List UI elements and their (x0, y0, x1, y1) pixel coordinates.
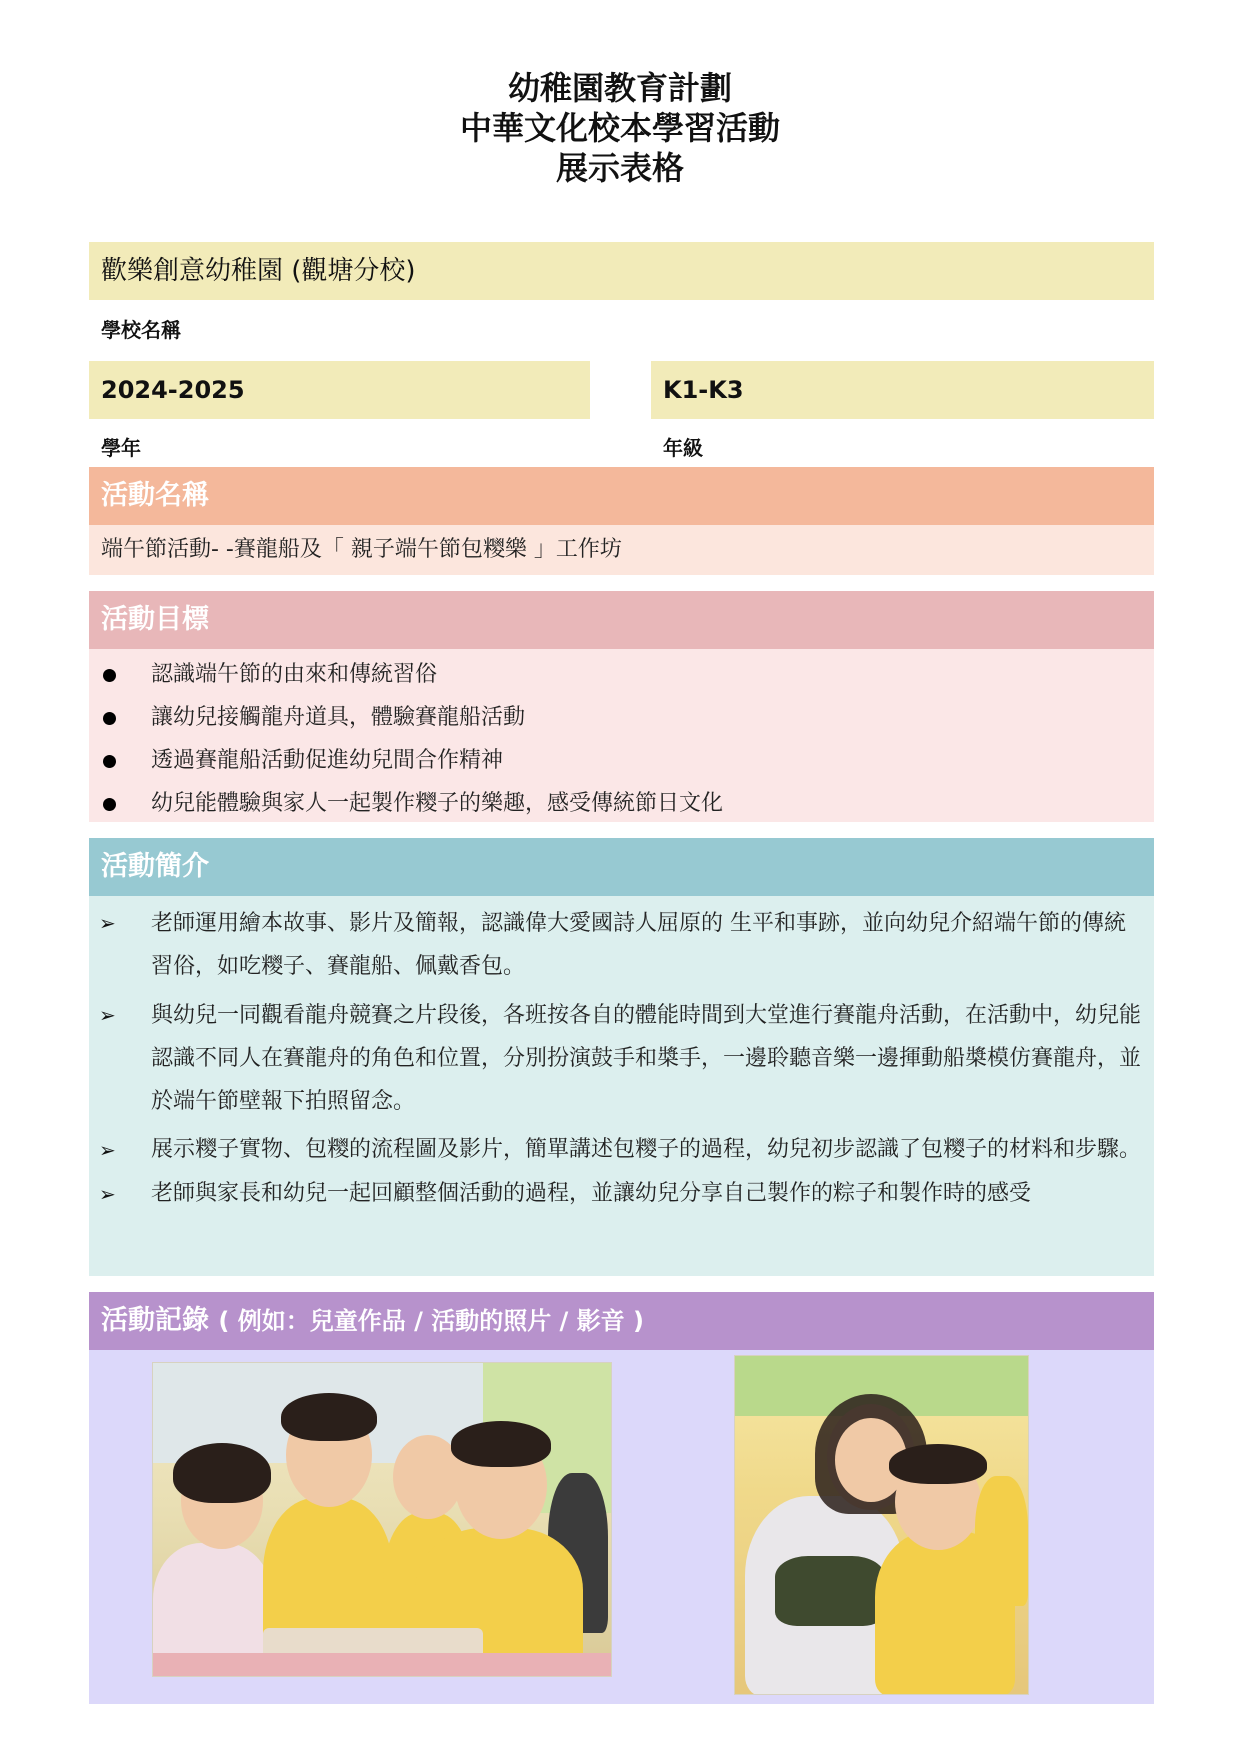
photo-child-background (975, 1476, 1028, 1606)
list-item (89, 902, 1154, 988)
title-line-2: 中華文化校本學習活動 (459, 109, 780, 147)
introduction-list (89, 896, 1154, 1221)
bullet-icon (103, 712, 116, 725)
document-title (0, 68, 1240, 188)
list-item (89, 782, 1154, 825)
objective-text: 讓幼兒接觸龍舟道具，體驗賽龍船活動 (151, 705, 526, 730)
grade-field (651, 361, 1154, 419)
photo-girl-hair (889, 1444, 987, 1484)
records-heading (89, 1292, 1154, 1350)
list-item (89, 739, 1154, 782)
introduction-text: 與幼兒一同觀看龍舟競賽之片段後，各班按各自的體能時間到大堂進行賽龍舟活動，在活動中，幼兒能認識不同人在賽龍舟的角色和位置，分別扮演鼓手和槳手，一邊聆聽音樂一邊揮動船槳模仿賽龍舟，並於端午節壁報下拍照留念。 (151, 1003, 1142, 1114)
arrow-bullet-icon: ➢ (99, 1003, 116, 1027)
school-name-label: 學校名稱 (101, 318, 181, 342)
arrow-bullet-icon: ➢ (99, 911, 116, 935)
arrow-bullet-icon: ➢ (99, 1138, 116, 1162)
arrow-bullet-icon: ➢ (99, 1182, 116, 1206)
objective-text: 認識端午節的由來和傳統習俗 (151, 662, 438, 687)
list-item (89, 696, 1154, 739)
school-year-field (89, 361, 590, 419)
introduction-text: 展示糭子實物、包糭的流程圖及影片，簡單講述包糭子的過程，幼兒初步認識了包糭子的材料和步驟。 (151, 1137, 1142, 1162)
objective-text: 透過賽龍船活動促進幼兒間合作精神 (151, 748, 504, 773)
photo-boy1-hair (281, 1393, 377, 1441)
introduction-heading: 活動簡介 (89, 838, 1154, 896)
records-heading-text: 活動記錄 (101, 1305, 209, 1336)
activity-photo-parent-child (734, 1355, 1029, 1695)
list-item (89, 994, 1154, 1123)
objectives-body (89, 649, 1154, 822)
introduction-text: 老師與家長和幼兒一起回顧整個活動的過程，並讓幼兒分享自己製作的粽子和製作時的感受 (151, 1181, 1032, 1206)
activity-name-body (89, 525, 1154, 575)
list-item (89, 653, 1154, 696)
list-item (89, 1177, 1154, 1211)
school-year-label: 學年 (101, 436, 141, 460)
title-line-3: 展示表格 (555, 149, 684, 187)
photo-girl-hair (173, 1443, 271, 1503)
bullet-icon (103, 669, 116, 682)
introduction-body (89, 896, 1154, 1276)
objectives-heading: 活動目標 (89, 591, 1154, 649)
records-note: ( 例如：兒童作品 / 活動的照片 / 影音 ) (218, 1307, 645, 1335)
bullet-icon (103, 755, 116, 768)
list-item (89, 1133, 1154, 1167)
school-name-field (89, 242, 1154, 300)
activity-name-heading: 活動名稱 (89, 467, 1154, 525)
activity-photo-children (152, 1362, 612, 1677)
grade-label: 年級 (663, 436, 703, 460)
introduction-text: 老師運用繪本故事、影片及簡報，認識偉大愛國詩人屈原的 生平和事跡，並向幼兒介紹端午節的傳統習俗，如吃糭子、賽龍船、佩戴香包。 (151, 911, 1126, 979)
grade-value: K1-K3 (663, 376, 744, 404)
objectives-list (89, 653, 1154, 825)
photo-zongzi (775, 1556, 885, 1626)
activity-name-value: 端午節活動- -賽龍船及「 親子端午節包糭樂 」工作坊 (101, 537, 622, 562)
school-name-value: 歡樂創意幼稚園 (觀塘分校) (101, 256, 416, 286)
photo-boy3-hair (451, 1421, 551, 1467)
objective-text: 幼兒能體驗與家人一起製作糭子的樂趣，感受傳統節日文化 (151, 791, 724, 816)
title-line-1: 幼稚園教育計劃 (507, 69, 732, 107)
school-year-value: 2024-2025 (101, 376, 245, 404)
photo-table (153, 1653, 611, 1676)
bullet-icon (103, 798, 116, 811)
